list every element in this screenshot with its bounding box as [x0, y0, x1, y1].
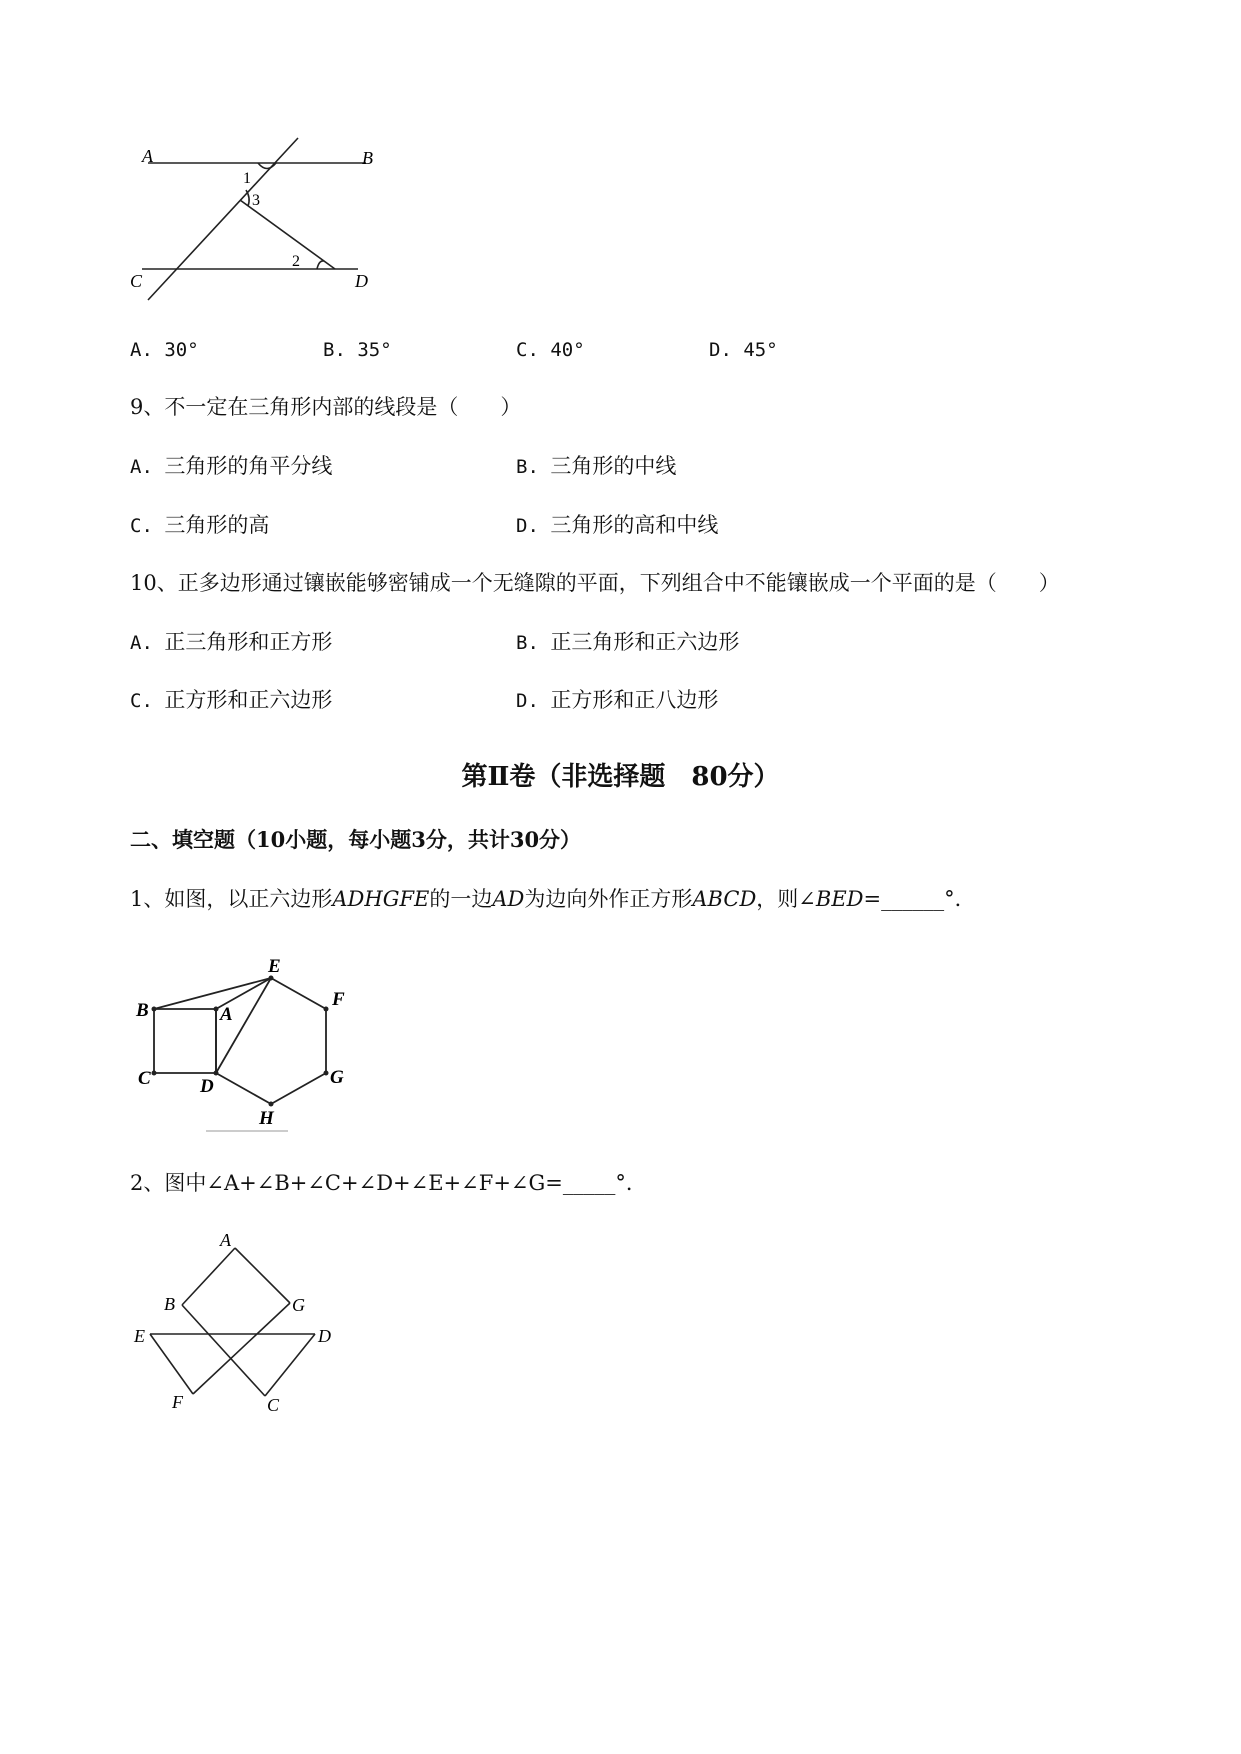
label-g: G	[292, 1295, 305, 1315]
square-abcd	[154, 1009, 216, 1073]
label-3: 3	[252, 192, 260, 209]
q9-option-d[interactable]: D. 三角形的高和中线	[516, 513, 719, 537]
q9-option-c[interactable]: C. 三角形的高	[130, 513, 270, 537]
q10-option-b[interactable]: B. 正三角形和正六边形	[516, 630, 740, 654]
fill2-figure	[130, 1228, 350, 1423]
label-c: C	[138, 1068, 151, 1089]
q9-stem: 9、不一定在三角形内部的线段是（ ）	[130, 395, 522, 419]
q8-option-a[interactable]: A. 30°	[130, 339, 199, 361]
label-a: A	[220, 1230, 231, 1250]
segment-ef	[150, 1334, 193, 1394]
segment-dc	[265, 1334, 315, 1396]
label-b: B	[362, 148, 373, 168]
segment-be	[154, 978, 271, 1009]
fill2-stem: 2、图中∠A+∠B+∠C+∠D+∠E+∠F+∠G=_____°．	[130, 1171, 647, 1195]
label-d: D	[200, 1076, 214, 1097]
section2-title: 二、填空题（10小题，每小题3分，共计30分）	[130, 827, 582, 852]
label-c: C	[267, 1395, 280, 1415]
label-b: B	[136, 1000, 149, 1021]
fill1-figure	[130, 950, 370, 1135]
hexagon-adhgfe	[216, 978, 326, 1104]
segment-bc	[182, 1305, 265, 1396]
label-e: E	[268, 956, 281, 977]
q8-option-c[interactable]: C. 40°	[516, 339, 585, 361]
label-a: A	[220, 1004, 233, 1025]
q10-option-d[interactable]: D. 正方形和正八边形	[516, 688, 719, 712]
label-2: 2	[292, 253, 300, 270]
q8-figure	[130, 130, 400, 310]
q9-option-b[interactable]: B. 三角形的中线	[516, 454, 677, 478]
label-a: A	[142, 146, 153, 166]
segment-ag	[235, 1248, 290, 1303]
q9-option-a[interactable]: A. 三角形的角平分线	[130, 454, 333, 478]
label-1: 1	[243, 170, 251, 187]
q8-option-b[interactable]: B. 35°	[323, 339, 392, 361]
q10-stem: 10、正多边形通过镶嵌能够密铺成一个无缝隙的平面，下列组合中不能镶嵌成一个平面的是（ ）	[130, 571, 1060, 595]
label-h: H	[259, 1108, 274, 1129]
label-f: F	[172, 1392, 183, 1412]
segment-ab	[182, 1248, 235, 1305]
part2-title: 第Ⅱ卷（非选择题 80分）	[461, 762, 780, 792]
q10-option-a[interactable]: A. 正三角形和正方形	[130, 630, 333, 654]
fill1-stem: 1、如图，以正六边形ADHGFE的一边AD为边向外作正方形ABCD，则∠BED=______°．	[130, 887, 976, 911]
segment-ed	[216, 978, 271, 1073]
label-d: D	[318, 1326, 331, 1346]
angle-2-arc	[317, 261, 324, 269]
label-d: D	[355, 271, 368, 291]
label-c: C	[130, 271, 143, 291]
label-g: G	[330, 1067, 344, 1088]
label-e: E	[134, 1326, 145, 1346]
q10-option-c[interactable]: C. 正方形和正六边形	[130, 688, 333, 712]
q8-option-d[interactable]: D. 45°	[709, 339, 778, 361]
segment-to-d	[240, 200, 335, 269]
label-f: F	[332, 989, 345, 1010]
segment-gf	[193, 1303, 290, 1394]
label-b: B	[164, 1294, 175, 1314]
